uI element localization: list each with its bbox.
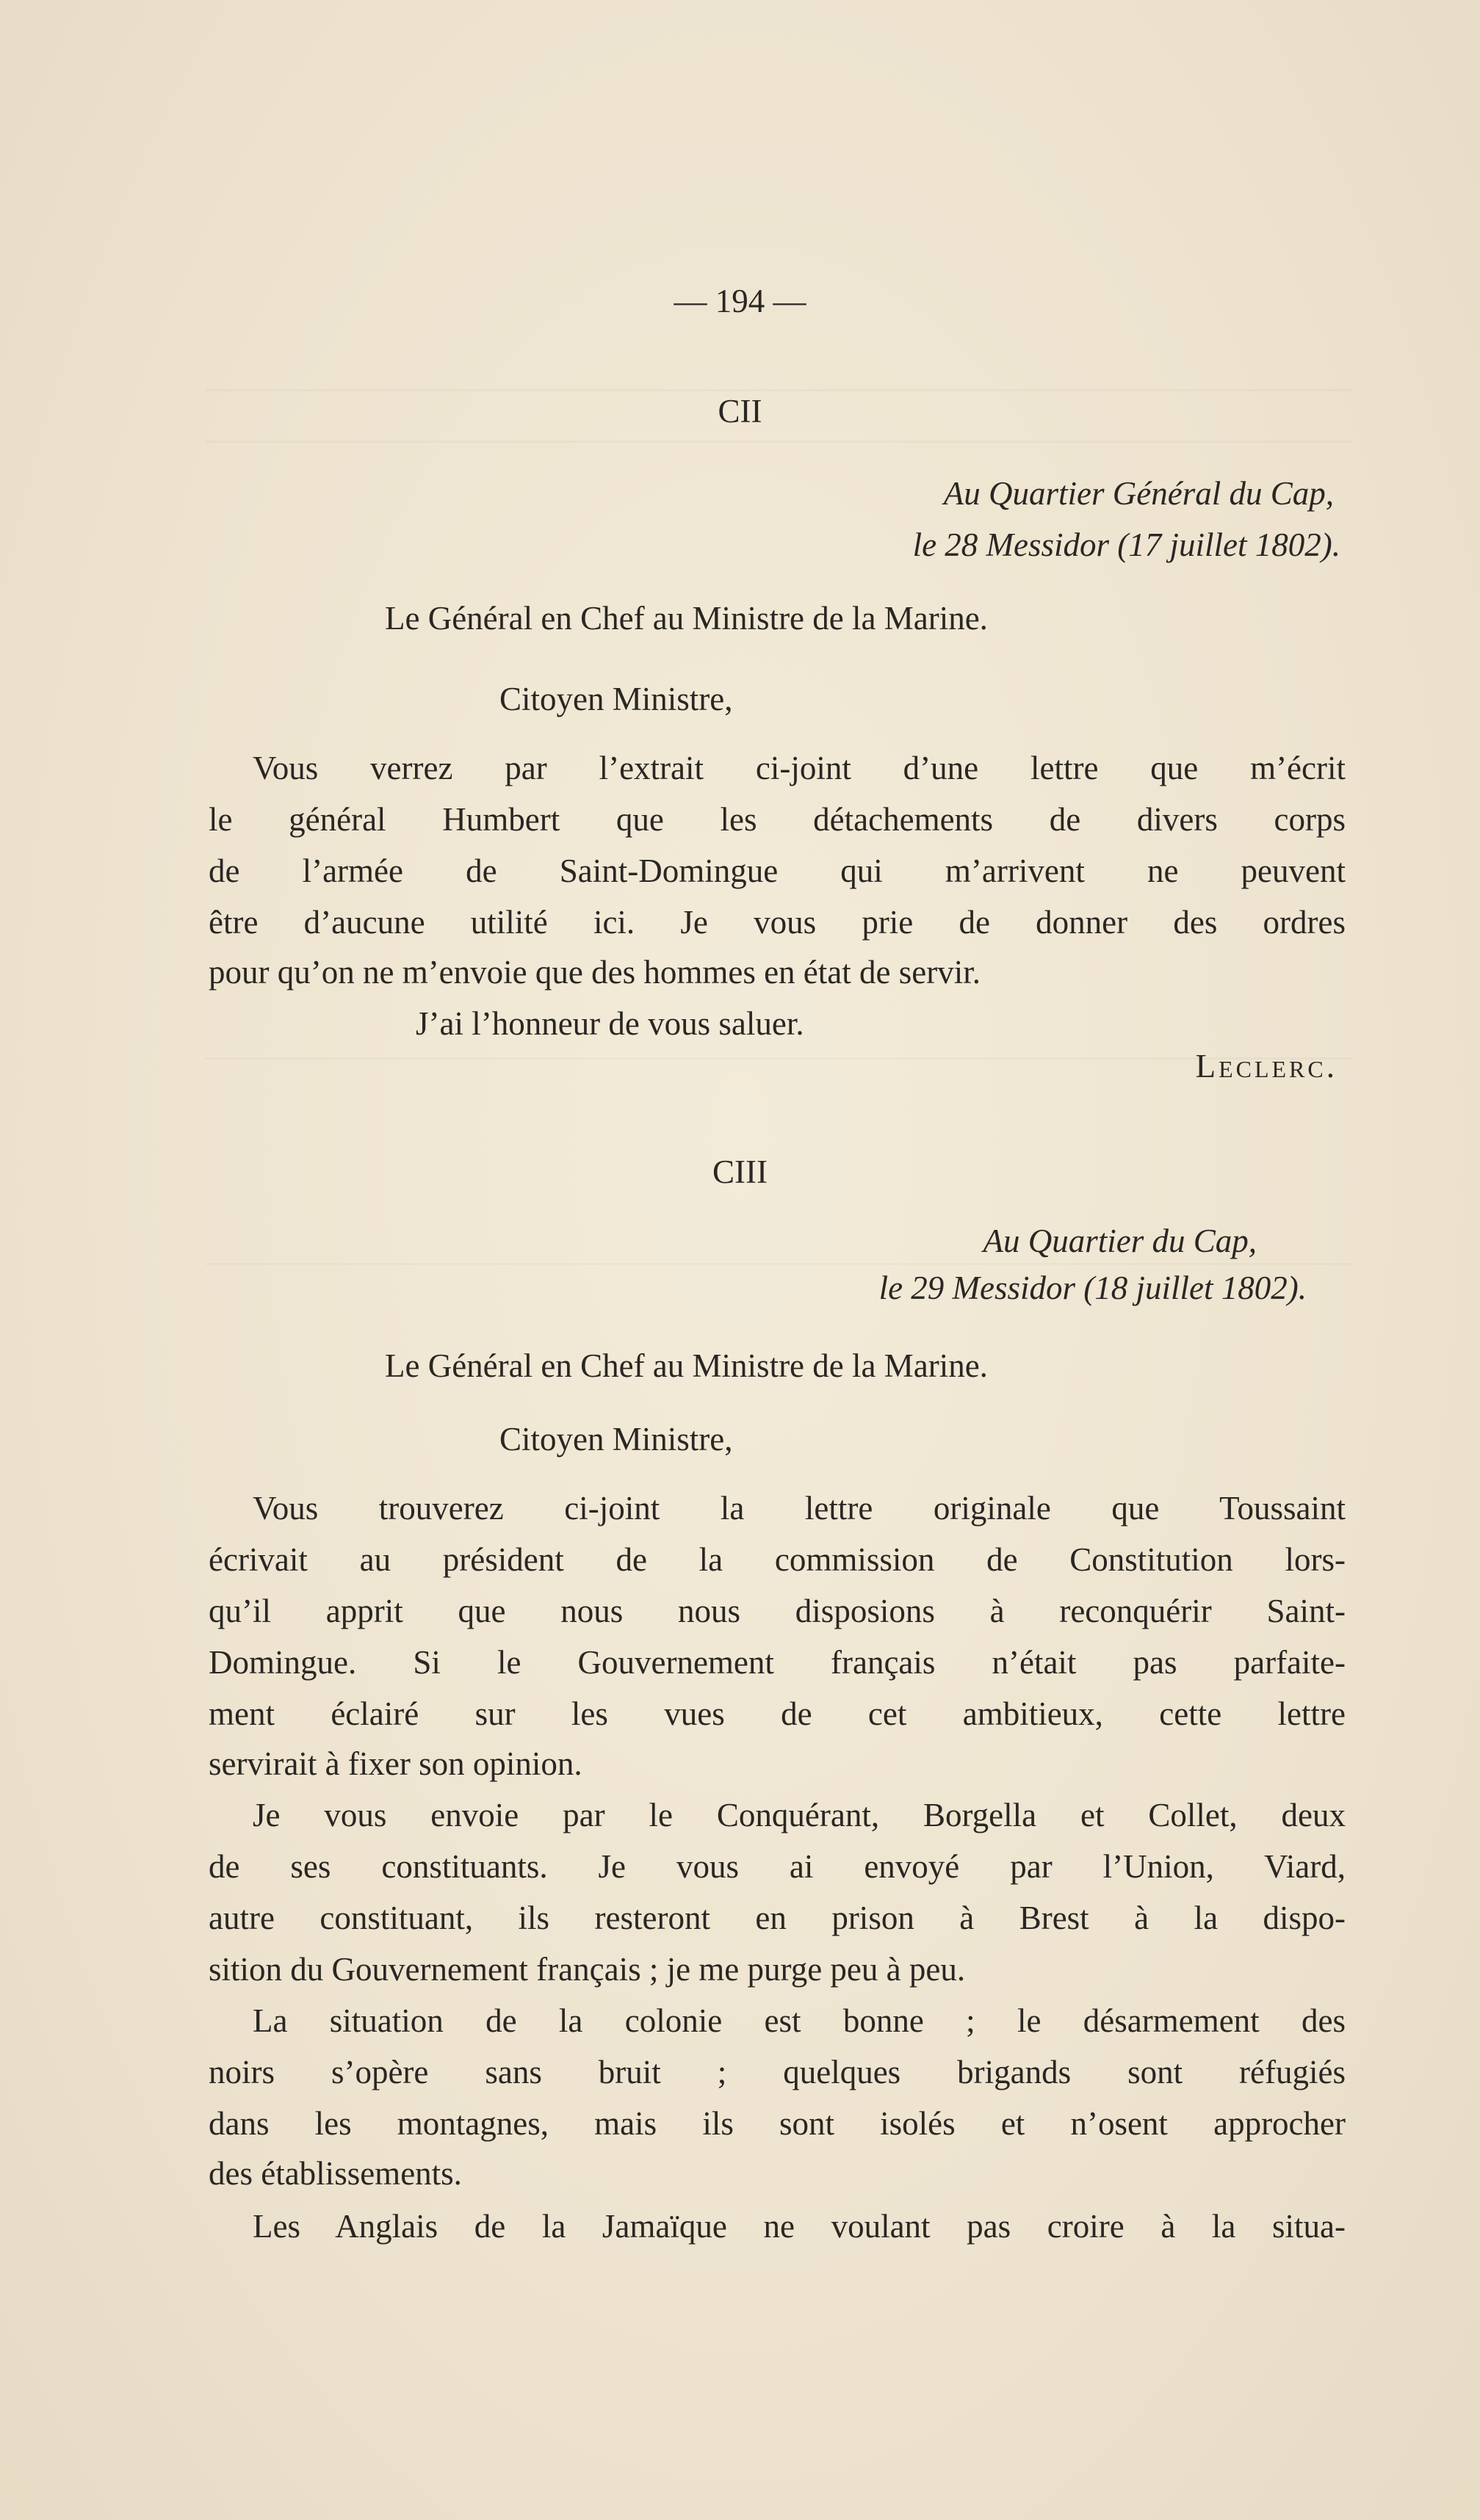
letter-salutation: Citoyen Ministre,	[499, 681, 733, 717]
paragraph-line: La situation de la colonie est bonne ; le désarmement des	[253, 2002, 1346, 2039]
paragraph-line: Vous trouverez ci-joint la lettre originale que Toussaint	[253, 1490, 1346, 1527]
paragraph-line: Domingue. Si le Gouvernement français n’était pas parfaite-	[209, 1644, 1346, 1681]
paragraph-line: de ses constituants. Je vous ai envoyé par l’Union, Viard,	[209, 1848, 1346, 1885]
letter-heading: Le Général en Chef au Ministre de la Marine.	[385, 600, 988, 637]
paragraph-line: sition du Gouvernement français ; je me purge peu à peu.	[209, 1951, 966, 1988]
show-through-line	[206, 1263, 1351, 1265]
letter-date: le 29 Messidor (18 juillet 1802).	[878, 1270, 1307, 1306]
page-number: — 194 —	[674, 283, 806, 319]
paragraph-line: des établissements.	[209, 2155, 462, 2192]
paragraph-line: ment éclairé sur les vues de cet ambitieux, cette lettre	[209, 1695, 1346, 1732]
paragraph-line: pour qu’on ne m’envoie que des hommes en état de servir.	[209, 954, 981, 991]
paragraph-line: noirs s’opère sans bruit ; quelques brigands sont réfugiés	[209, 2054, 1346, 2090]
letter-heading: Le Général en Chef au Ministre de la Marine.	[385, 1347, 988, 1384]
letter-closing: J’ai l’honneur de vous saluer.	[416, 1005, 804, 1042]
paragraph-line: de l’armée de Saint-Domingue qui m’arrivent ne peuvent	[209, 852, 1346, 889]
paragraph-line: Les Anglais de la Jamaïque ne voulant pas croire à la situa-	[253, 2208, 1346, 2245]
paragraph-line: Je vous envoie par le Conquérant, Borgella et Collet, deux	[253, 1797, 1346, 1833]
letter-signature: Leclerc.	[1195, 1048, 1338, 1085]
paragraph-line: le général Humbert que les détachements de divers corps	[209, 801, 1346, 838]
show-through-line	[206, 441, 1351, 443]
paragraph-line: écrivait au président de la commission de Constitution lors-	[209, 1541, 1346, 1578]
paragraph-line: autre constituant, ils resteront en prison à Brest à la dispo-	[209, 1900, 1346, 1936]
show-through-line	[206, 1057, 1351, 1060]
paragraph-line: qu’il apprit que nous nous disposions à reconquérir Saint-	[209, 1593, 1346, 1629]
letter-salutation: Citoyen Ministre,	[499, 1421, 733, 1458]
paragraph-line: être d’aucune utilité ici. Je vous prie de donner des ordres	[209, 904, 1346, 941]
letter-numeral: CII	[718, 393, 762, 430]
paragraph-line: Vous verrez par l’extrait ci-joint d’une lettre que m’écrit	[253, 750, 1346, 786]
letter-date: le 28 Messidor (17 juillet 1802).	[912, 526, 1340, 563]
letter-place: Au Quartier Général du Cap,	[943, 475, 1334, 512]
paragraph-line: servirait à fixer son opinion.	[209, 1745, 582, 1782]
letter-place: Au Quartier du Cap,	[983, 1223, 1257, 1259]
paragraph-line: dans les montagnes, mais ils sont isolés et n’osent approcher	[209, 2105, 1346, 2142]
letter-numeral: CIII	[712, 1154, 768, 1190]
